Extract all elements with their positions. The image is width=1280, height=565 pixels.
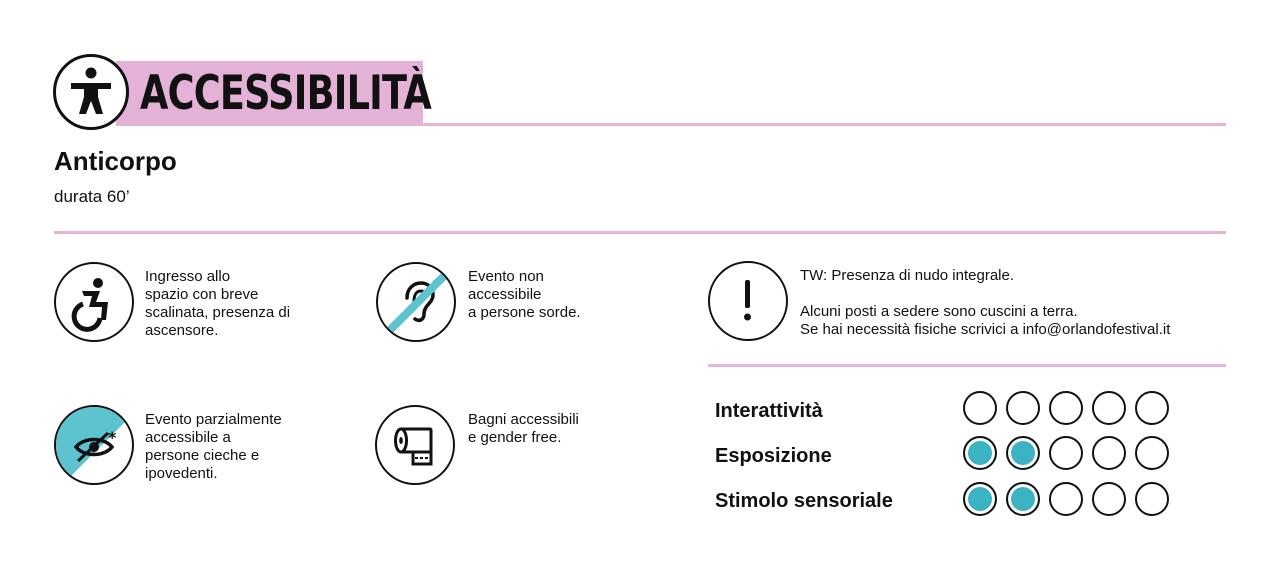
feature-text-vision: Evento parzialmente accessibile a persone cieche e ipovedenti. bbox=[145, 411, 282, 482]
wheelchair-icon bbox=[54, 262, 134, 342]
accessibility-person-icon bbox=[53, 54, 129, 130]
feature-text-bathroom: Bagni accessibili e gender free. bbox=[468, 411, 579, 446]
exclamation-icon bbox=[708, 261, 788, 341]
rating-dot-filled bbox=[1006, 436, 1040, 470]
rating-dot-empty bbox=[1092, 436, 1126, 470]
ear-hearing-icon bbox=[376, 262, 456, 342]
eye-vision-icon bbox=[54, 405, 134, 485]
rating-dot-empty bbox=[963, 391, 997, 425]
notice-seating: Alcuni posti a sedere sono cuscini a terra. Se hai necessità fisiche scrivici a info@orlandofestival.it bbox=[800, 303, 1171, 338]
rating-dot-filled bbox=[963, 436, 997, 470]
page-title: ACCESSIBILITÀ bbox=[140, 66, 432, 121]
svg-text:*: * bbox=[108, 428, 117, 447]
feature-text-hearing: Evento non accessibile a persone sorde. bbox=[468, 268, 581, 321]
rating-dot-empty bbox=[1135, 482, 1169, 516]
notice-divider bbox=[708, 364, 1226, 367]
rating-label-exposure: Esposizione bbox=[715, 445, 832, 467]
rating-label-sensory: Stimolo sensoriale bbox=[715, 490, 893, 512]
rating-dot-filled bbox=[963, 482, 997, 516]
rating-dot-empty bbox=[1135, 391, 1169, 425]
notice-trigger-warning: TW: Presenza di nudo integrale. bbox=[800, 267, 1015, 284]
show-title: Anticorpo bbox=[54, 146, 177, 176]
rating-dot-empty bbox=[1049, 436, 1083, 470]
rating-dot-filled bbox=[1006, 482, 1040, 516]
rating-dot-empty bbox=[1006, 391, 1040, 425]
rating-dot-empty bbox=[1135, 436, 1169, 470]
rating-dot-empty bbox=[1049, 391, 1083, 425]
rating-dot-empty bbox=[1049, 482, 1083, 516]
toilet-paper-icon bbox=[375, 405, 455, 485]
rating-dot-empty bbox=[1092, 482, 1126, 516]
rating-label-interactivity: Interattività bbox=[715, 400, 823, 422]
rating-dot-empty bbox=[1092, 391, 1126, 425]
section-divider bbox=[54, 231, 1226, 234]
show-duration: durata 60’ bbox=[54, 187, 130, 206]
feature-text-mobility: Ingresso allo spazio con breve scalinata, presenza di ascensore. bbox=[145, 268, 291, 339]
